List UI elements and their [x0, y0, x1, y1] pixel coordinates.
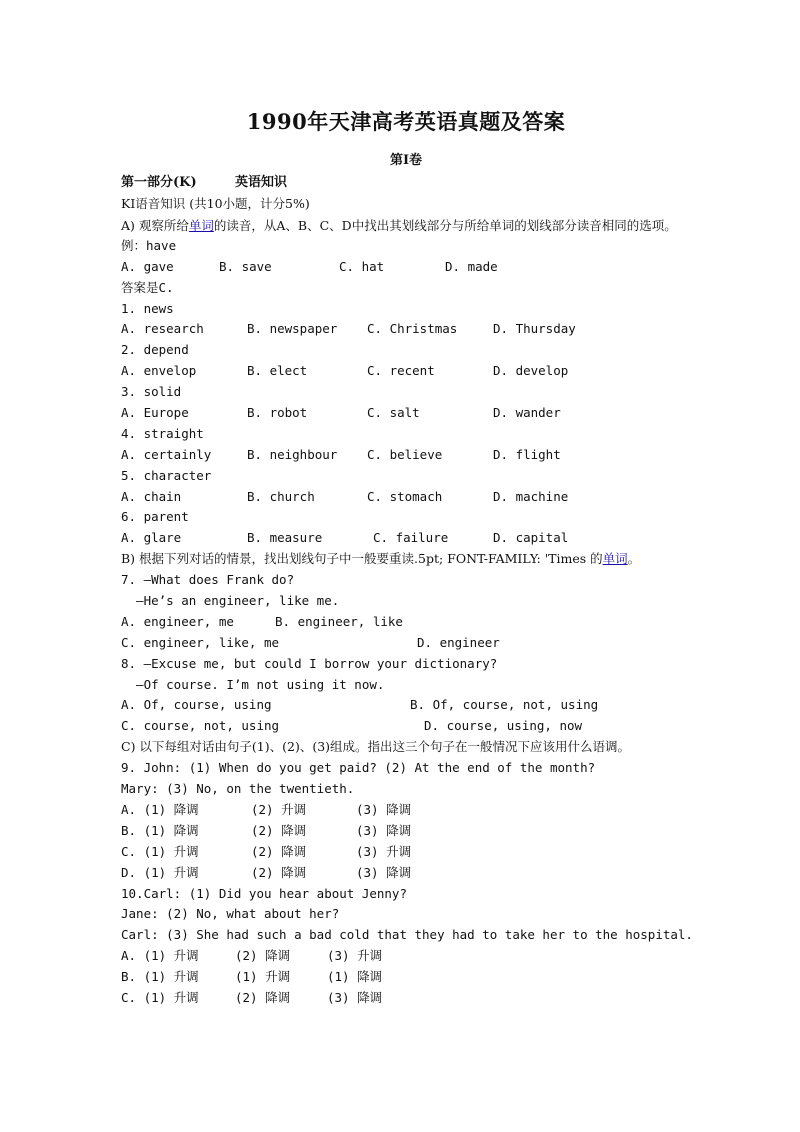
question-word: 1. news [121, 300, 174, 316]
intonation-option-row [121, 967, 691, 988]
option: D. wander [493, 405, 561, 421]
intonation-cell: (2) 降调 [251, 843, 307, 859]
example-word: 例：have [121, 237, 177, 253]
part-c-instruction: C) 以下每组对话由句子(1)、(2)、(3)组成。指出这三个句子在一般情况下应该用什么语调。 [121, 739, 631, 755]
intonation-cell: (1) 升调 [235, 969, 291, 985]
option: B. newspaper [247, 321, 338, 337]
option: A. research [121, 321, 204, 337]
question-options [121, 445, 691, 466]
intonation-cell: A. (1) 降调 [121, 801, 199, 817]
option: C. recent [367, 363, 435, 379]
q9-line1: 9. John: (1) When do you get paid? (2) At the end of the month? [121, 760, 596, 776]
intonation-cell: (3) 降调 [356, 822, 412, 838]
part-b-instruction: B) 根据下列对话的情景，找出划线句子中一般要重读.5pt; FONT-FAMILY: 'Times 的单词。 [121, 551, 641, 567]
intonation-cell: (3) 降调 [356, 864, 412, 880]
option: B. elect [247, 363, 308, 379]
intonation-cell: (2) 升调 [251, 801, 307, 817]
option: C. salt [367, 405, 420, 421]
section-part-label: 第一部分(K) [121, 175, 197, 190]
question-options [121, 487, 691, 508]
intonation-option-row [121, 821, 691, 842]
intonation-cell: (2) 降调 [251, 822, 307, 838]
q7-options-cd: C. engineer, like, me D. engineer [121, 634, 500, 650]
intonation-option-row [121, 842, 691, 863]
questions-1-6 [121, 299, 691, 550]
option: A. envelop [121, 363, 197, 379]
volume-heading: 第I卷 [389, 153, 423, 168]
ki-heading: KI语音知识 (共10小题，计分5%) [121, 196, 310, 211]
q10-line1: 10.Carl: (1) Did you hear about Jenny? [121, 885, 407, 901]
option: B. neighbour [247, 446, 338, 462]
intonation-cell: (2) 降调 [251, 864, 307, 880]
option: D. machine [493, 488, 569, 504]
part-a-instruction: A) 观察所给单词的读音，从A、B、C、D中找出其划线部分与所给单词的划线部分读音相同的选项。 [121, 217, 677, 233]
intonation-cell: C. (1) 升调 [121, 843, 199, 859]
question-word: 5. character [121, 467, 212, 483]
intonation-option-row [121, 800, 691, 821]
q10-line2: Jane: (2) No, what about her? [121, 906, 340, 922]
q8-options-ab: A. Of, course, using B. Of, course, not, using [121, 697, 599, 713]
question-word: 4. straight [121, 425, 204, 441]
document-page [121, 100, 691, 1009]
intonation-cell: (3) 降调 [356, 801, 412, 817]
question-options [121, 361, 691, 382]
option: C. Christmas [367, 321, 458, 337]
option: B. measure [247, 530, 323, 546]
option: C. failure [373, 530, 449, 546]
intonation-cell: (3) 升调 [327, 948, 383, 964]
section-topic-label: 英语知识 [235, 175, 288, 190]
option: C. believe [367, 446, 443, 462]
section-heading [121, 172, 691, 194]
intonation-option-row [121, 863, 691, 884]
question-word: 3. solid [121, 384, 182, 400]
option: B. church [247, 488, 315, 504]
intonation-cell: B. (1) 降调 [121, 822, 199, 838]
option: C. stomach [367, 488, 443, 504]
question-word: 2. depend [121, 342, 189, 358]
example-options: A. gave B. save C. hat D. made [121, 258, 498, 274]
example-answer: 答案是C. [121, 279, 174, 295]
page-title: 1990年天津高考英语真题及答案 [246, 109, 566, 134]
option: A. Europe [121, 405, 189, 421]
intonation-cell: (3) 升调 [356, 843, 412, 859]
option: D. Thursday [493, 321, 576, 337]
intonation-option-row [121, 946, 691, 967]
question-options [121, 528, 691, 549]
option: D. capital [493, 530, 569, 546]
question-options [121, 403, 691, 424]
intonation-cell: (1) 降调 [327, 969, 383, 985]
q8-options-cd: C. course, not, using D. course, using, now [121, 718, 583, 734]
option: D. flight [493, 446, 561, 462]
q7-options-ab: A. engineer, me B. engineer, like [121, 613, 403, 629]
intonation-cell: D. (1) 升调 [121, 864, 199, 880]
q8-line2: —Of course. I’m not using it now. [121, 676, 385, 692]
intonation-cell: B. (1) 升调 [121, 969, 199, 985]
word-link[interactable]: 单词 [188, 217, 214, 233]
intonation-cell: C. (1) 升调 [121, 989, 199, 1005]
question-word: 6. parent [121, 509, 189, 525]
word-link[interactable]: 单词 [602, 551, 628, 567]
option: B. robot [247, 405, 308, 421]
intonation-option-row [121, 988, 691, 1009]
option: A. glare [121, 530, 182, 546]
intonation-cell: (2) 降调 [235, 948, 291, 964]
option: A. certainly [121, 446, 212, 462]
option: A. chain [121, 488, 182, 504]
q7-line1: 7. —What does Frank do? [121, 572, 295, 588]
intonation-cell: (2) 降调 [235, 989, 291, 1005]
q8-line1: 8. —Excuse me, but could I borrow your dictionary? [121, 655, 498, 671]
q7-line2: —He’s an engineer, like me. [121, 593, 340, 609]
q10-line3: Carl: (3) She had such a bad cold that they had to take her to the hospital. [121, 927, 693, 943]
q10-options [121, 946, 691, 1009]
intonation-cell: A. (1) 升调 [121, 948, 199, 964]
q9-line2: Mary: (3) No, on the twentieth. [121, 781, 355, 797]
intonation-cell: (3) 降调 [327, 989, 383, 1005]
q9-options [121, 800, 691, 884]
question-options [121, 319, 691, 340]
option: D. develop [493, 363, 569, 379]
